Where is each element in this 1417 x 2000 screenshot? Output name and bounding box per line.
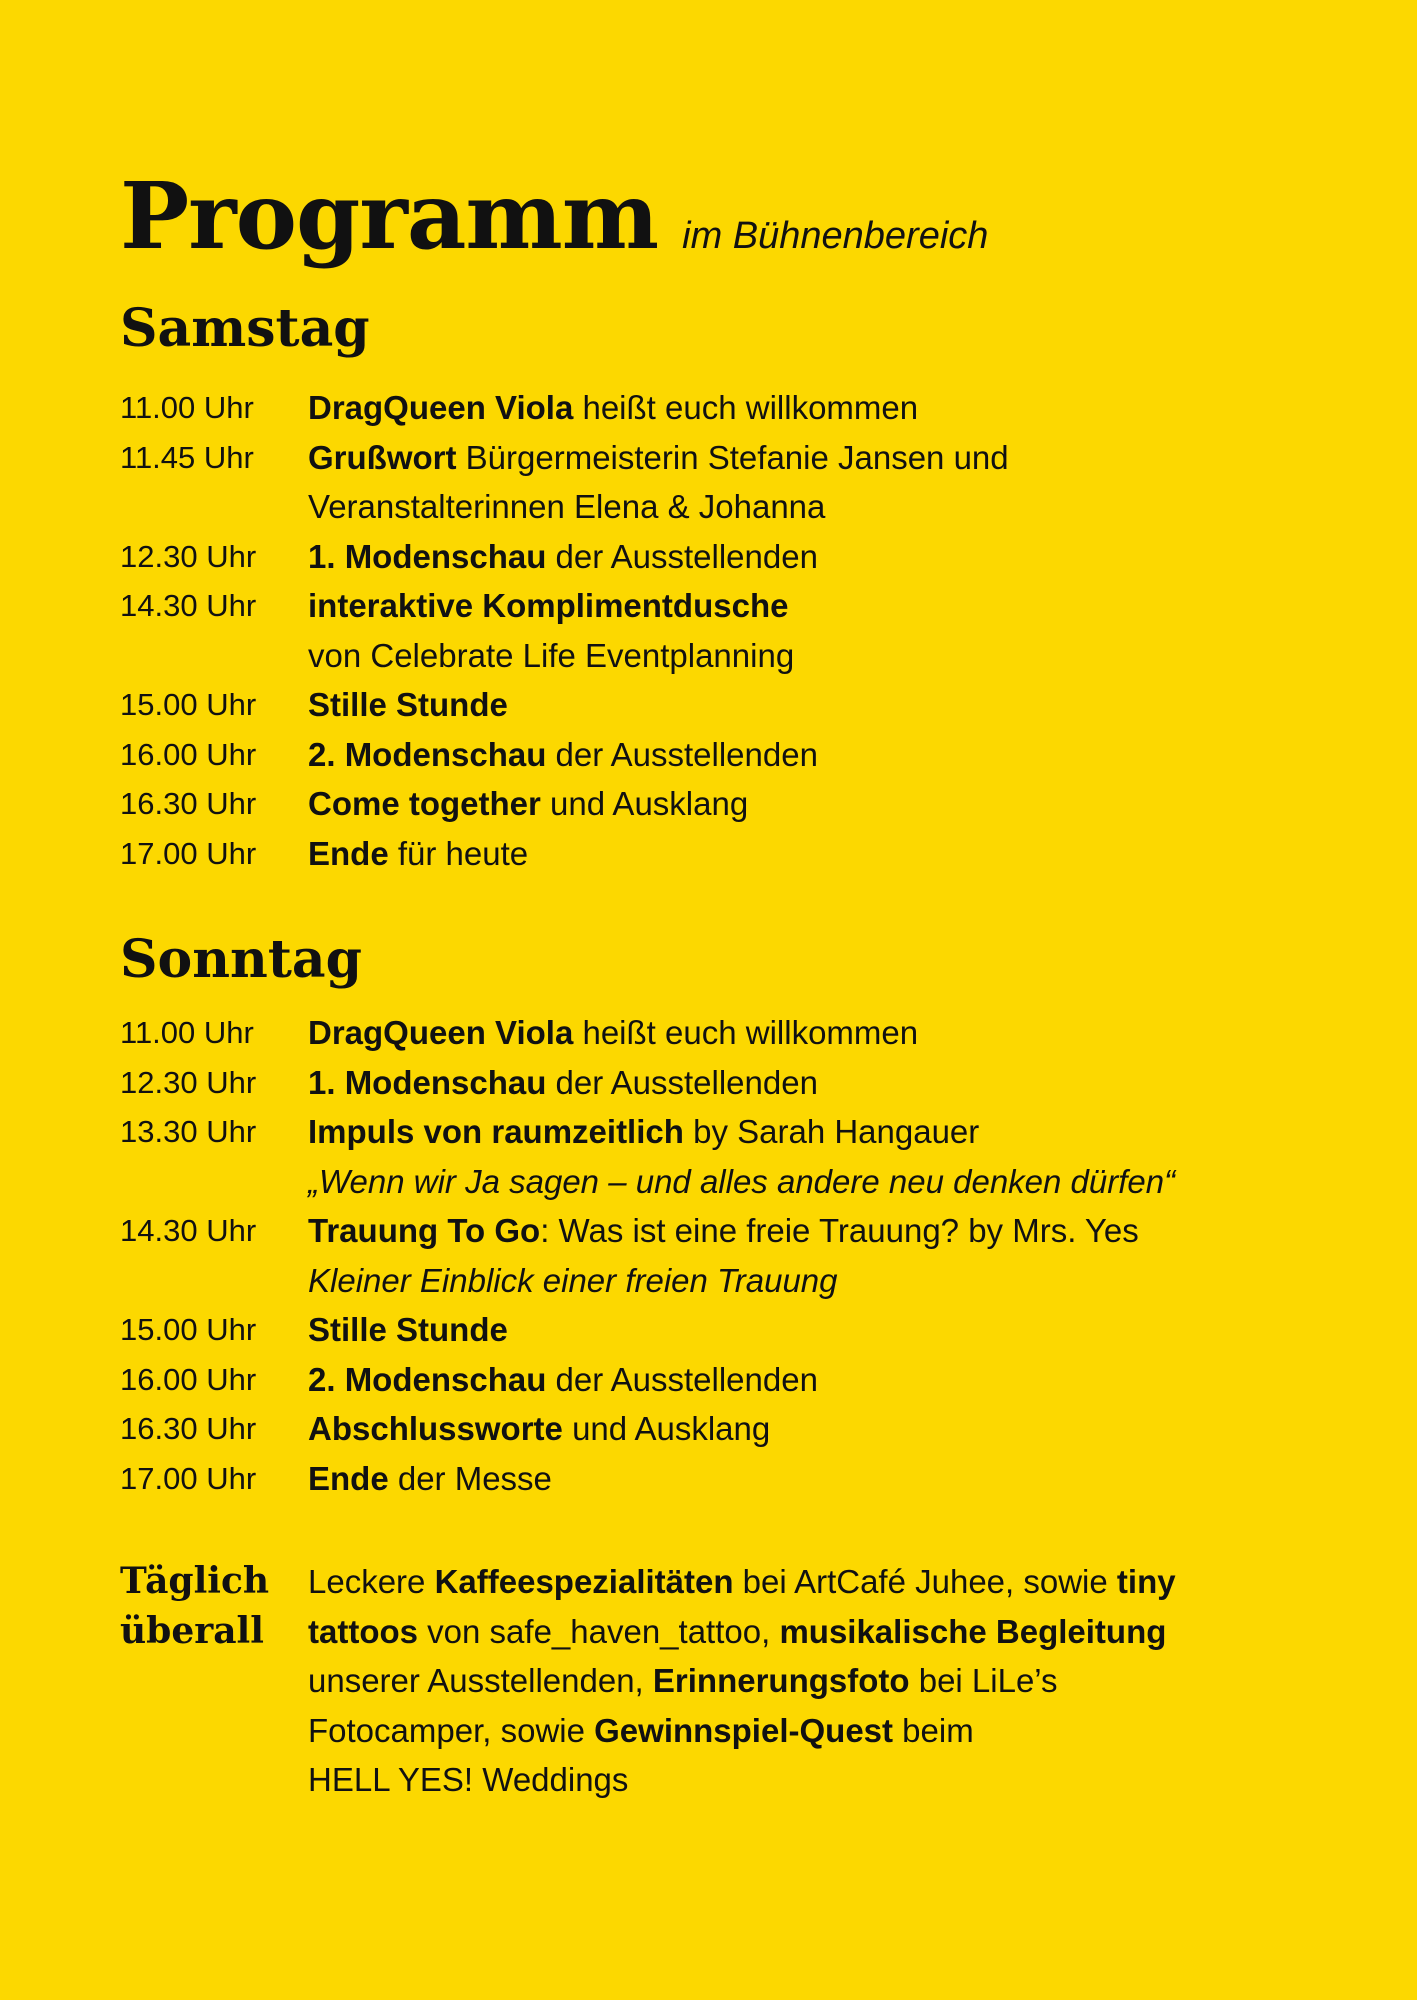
event-detail: für heute [388,834,529,872]
daily-description [308,1557,1176,1805]
schedule-time: 17.00 Uhr [120,1460,257,1496]
title-row [120,162,1417,295]
event-detail: heißt euch willkommen [573,1014,919,1051]
schedule-time: 14.30 Uhr [120,588,257,623]
schedule-row [120,680,1280,730]
event-quote: „Wenn wir Ja sagen – und alles andere neu denken dürfen“ [308,1162,1176,1200]
event-title: Abschlussworte [308,1410,563,1447]
event-title: Stille Stunde [308,686,508,723]
daily-highlight: tattoos [308,1612,418,1650]
daily-text-run: bei ArtCafé Juhee, sowie [733,1563,1117,1600]
event-title: Trauung To Go [308,1212,541,1249]
schedule-row [120,1355,1280,1405]
schedule-row [120,779,1280,829]
event-detail: der Ausstellenden [546,1360,818,1398]
event-detail: Bürgermeisterin Stefanie Jansen und [456,438,1009,476]
schedule-row [120,730,1280,780]
schedule-description [308,433,1280,532]
schedule-time: 14.30 Uhr [120,1213,257,1248]
sunday-heading: Sonntag [120,929,362,990]
schedule-time: 16.30 Uhr [120,1411,257,1446]
schedule-description [308,1058,1280,1108]
schedule-description [308,1355,1280,1405]
daily-text-run: Leckere [308,1563,435,1600]
schedule-description [308,1008,1280,1058]
schedule-description [308,1454,1280,1504]
event-detail: der Ausstellenden [546,537,818,575]
schedule-time: 12.30 Uhr [120,538,257,574]
event-title: Ende [308,1459,389,1497]
schedule-time: 15.00 Uhr [120,687,257,722]
event-detail: der Ausstellenden [546,1063,818,1101]
daily-text-run: beim [893,1711,974,1749]
event-title: 1. Modenschau [308,537,547,575]
daily-line [308,1755,1176,1805]
event-detail-line2: von Celebrate Life Eventplanning [308,636,795,674]
schedule-description [308,680,1280,730]
daily-label [120,1557,308,1656]
schedule-row [120,1008,1280,1058]
schedule-row [120,581,1280,680]
daily-highlight: musikalische Begleitung [779,1612,1167,1650]
schedule-description [308,730,1280,780]
page-subtitle: im Bühnenbereich [682,215,989,257]
schedule-row [120,1206,1280,1305]
schedule-description [308,383,1280,433]
sunday-schedule [120,1008,1280,1503]
daily-text-run: unserer Ausstellenden, [308,1662,653,1699]
schedule-description [308,1305,1280,1355]
schedule-row [120,1107,1280,1206]
schedule-time: 16.00 Uhr [120,1361,257,1397]
saturday-heading: Samstag [120,298,370,359]
schedule-row [120,433,1280,532]
event-detail: der Ausstellenden [546,735,818,773]
event-title: Come together [308,785,541,822]
event-title: Impuls von raumzeitlich [308,1113,684,1150]
schedule-description [308,1107,1280,1206]
schedule-description [308,779,1280,829]
schedule-time: 12.30 Uhr [120,1064,257,1100]
schedule-description [308,532,1280,582]
schedule-time: 15.00 Uhr [120,1312,257,1347]
schedule-time: 11.00 Uhr [120,390,254,425]
schedule-row [120,1305,1280,1355]
event-detail: und Ausklang [540,785,749,822]
event-title: Grußwort [308,438,457,476]
page-title: Programm [120,162,659,270]
schedule-time: 11.45 Uhr [120,439,254,475]
event-detail: und Ausklang [562,1410,771,1447]
event-title: interaktive Komplimentdusche [308,587,789,624]
daily-line [308,1656,1176,1706]
schedule-time: 16.30 Uhr [120,786,257,821]
daily-label-line1: Täglich [120,1560,270,1602]
daily-text-run: bei LiLe’s [909,1662,1058,1699]
event-title: DragQueen Viola [308,1014,574,1051]
event-subtitle: Kleiner Einblick einer freien Trauung [308,1261,838,1299]
daily-highlight: tiny [1116,1563,1176,1600]
schedule-description [308,1206,1280,1305]
daily-line [308,1706,1176,1756]
daily-label-line2: überall [120,1609,264,1652]
schedule-description [308,829,1280,879]
schedule-row [120,1404,1280,1454]
event-title: 2. Modenschau [308,1360,547,1398]
daily-text-run: Fotocamper, sowie [308,1711,595,1749]
event-title: Ende [308,834,389,872]
schedule-description [308,581,1280,680]
saturday-schedule [120,383,1280,878]
schedule-time: 16.00 Uhr [120,736,257,772]
schedule-time: 11.00 Uhr [120,1015,254,1050]
event-detail-line2: Veranstalterinnen Elena & Johanna [308,488,826,525]
event-title: DragQueen Viola [308,389,574,426]
schedule-row [120,829,1280,879]
event-title: 1. Modenschau [308,1063,547,1101]
daily-section [120,1557,1417,1805]
event-title: 2. Modenschau [308,735,547,773]
daily-line [308,1607,1176,1657]
schedule-description [308,1404,1280,1454]
schedule-row [120,1454,1280,1504]
daily-highlight: Gewinnspiel-Quest [594,1711,894,1749]
daily-text-run: von safe_haven_tattoo, [418,1612,780,1650]
daily-highlight: Erinnerungsfoto [652,1662,910,1699]
schedule-time: 17.00 Uhr [120,835,257,871]
schedule-row [120,383,1280,433]
event-detail: by Sarah Hangauer [683,1113,980,1150]
event-detail: heißt euch willkommen [573,389,919,426]
schedule-row [120,532,1280,582]
event-detail: : Was ist eine freie Trauung? by Mrs. Yes [540,1212,1139,1249]
schedule-time: 13.30 Uhr [120,1114,257,1149]
schedule-row [120,1058,1280,1108]
event-title: Stille Stunde [308,1311,508,1348]
daily-line [308,1557,1176,1607]
daily-highlight: Kaffeespezialitäten [434,1563,734,1600]
event-detail: der Messe [388,1459,552,1497]
daily-text-run: HELL YES! Weddings [308,1761,629,1798]
